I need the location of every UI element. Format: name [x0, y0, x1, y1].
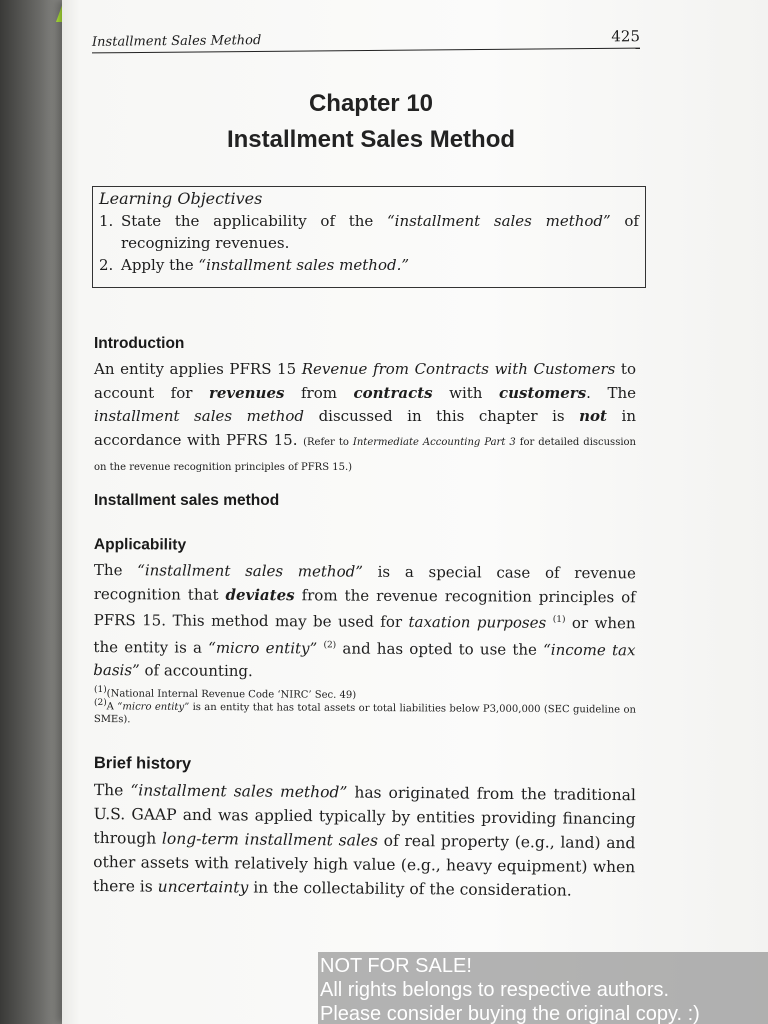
brief-history-paragraph: The “installment sales method” has originated from the traditional U.S. GAAP and was applied typically by entities providing financing through long-term installment sales of real property (e.g., land) and other assets with relatively high value (e.g., heavy equipment) when there is uncertainty in the collectability of the consideration.: [92, 780, 636, 900]
objective-item-1: [99, 210, 639, 254]
chapter-title: Installment Sales Method: [226, 126, 516, 153]
brief-history-heading: Brief history: [93, 754, 192, 773]
learning-objectives-title: Learning Objectives: [99, 189, 263, 208]
installment-sales-method-heading: Installment sales method: [94, 492, 280, 509]
footnote-2: (2)A “micro entity” is an entity that has total assets or total liabilities below P3,000,000 (SEC guideline on SMEs).: [93, 698, 636, 726]
applicability-paragraph: The “installment sales method” is a special case of revenue recognition that deviates from the revenue recognition principles of PFRS 15. This method may be used for taxation purposes $^{(1)}$ or when the entity is a “micro entity” $^{(2)}$ and has opted to use the “income tax basis” of accounting.: [93, 560, 636, 680]
chapter-number: Chapter 10: [308, 90, 434, 117]
book-page: [62, 0, 768, 1024]
watermark-line-1: NOT FOR SALE!: [320, 955, 472, 977]
objective-item-2: [99, 254, 639, 276]
introduction-heading: Introduction: [94, 335, 185, 352]
applicability-heading: Applicability: [93, 536, 187, 554]
running-header: [92, 29, 640, 50]
objective-number: 2.: [99, 256, 114, 274]
page-number: 425: [611, 27, 641, 46]
watermark-line-3: Please consider buying the original copy. :): [320, 1003, 700, 1024]
objective-text: State the applicability of the “installment sales method” of recognizing revenues.: [121, 212, 639, 252]
watermark-line-2: All rights belongs to respective authors.: [320, 979, 670, 1001]
objective-number: 1.: [99, 212, 114, 230]
watermark-banner: [318, 952, 768, 1024]
reference-note: (Refer to Intermediate Accounting Part 3 for detailed discussion on the revenue recognition principles of PFRS 15.): [94, 436, 636, 473]
introduction-paragraph: An entity applies PFRS 15 Revenue from Contracts with Customers to account for revenues from contracts with customers. The installment sales method discussed in this chapter is not in accordance with PFRS 15. (Refer to Intermediate Accounting Part 3 for detailed discussion on the revenue recognition principles of PFRS 15.): [94, 360, 636, 473]
learning-objectives-box: [92, 186, 646, 288]
running-title: Installment Sales Method: [91, 33, 262, 50]
footnote-1: (1)(National Internal Revenue Code ‘NIRC’ Sec. 49): [93, 685, 357, 701]
objective-text: Apply the “installment sales method.”: [121, 256, 410, 274]
